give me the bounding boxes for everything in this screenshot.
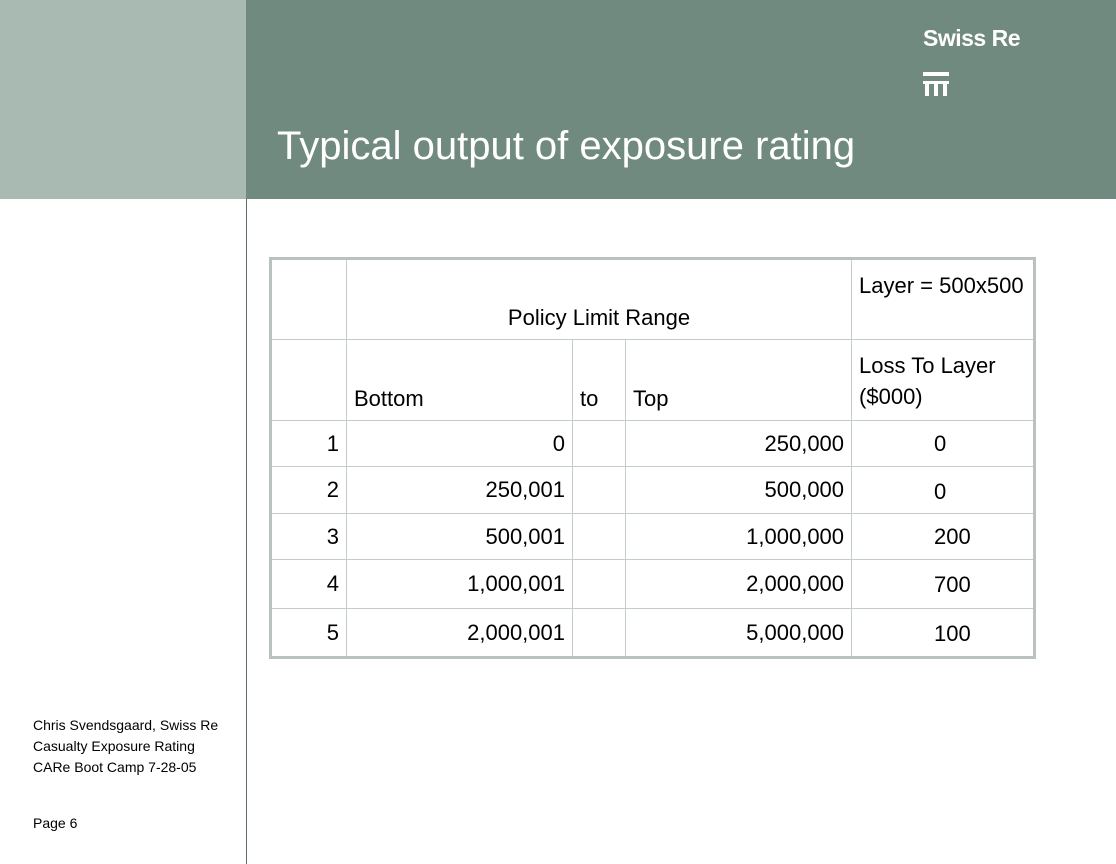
row-index: 3 xyxy=(271,514,347,560)
to-value xyxy=(573,421,626,467)
to-value xyxy=(573,609,626,658)
loss-value: 700 xyxy=(852,560,1035,609)
brand-name: Swiss Re xyxy=(923,25,1020,51)
top-header: Top xyxy=(626,340,852,421)
loss-value: 0 xyxy=(852,421,1035,467)
policy-limit-range-header: Policy Limit Range xyxy=(347,259,852,340)
loss-value: 100 xyxy=(852,609,1035,658)
to-header: to xyxy=(573,340,626,421)
footer-topic: Casualty Exposure Rating xyxy=(33,738,195,754)
to-value xyxy=(573,467,626,514)
top-value: 2,000,000 xyxy=(626,560,852,609)
header-corner-cell xyxy=(271,259,347,340)
subheader-corner-cell xyxy=(271,340,347,421)
bottom-value: 500,001 xyxy=(347,514,573,560)
row-index: 4 xyxy=(271,560,347,609)
exposure-rating-table xyxy=(269,257,1036,659)
table-header-row xyxy=(271,259,1035,340)
page-number: Page 6 xyxy=(33,815,78,831)
bottom-header: Bottom xyxy=(347,340,573,421)
loss-value: 0 xyxy=(852,467,1035,514)
bottom-value: 0 xyxy=(347,421,573,467)
top-value: 500,000 xyxy=(626,467,852,514)
footer-author: Chris Svendsgaard, Swiss Re xyxy=(33,717,219,733)
header-band-left xyxy=(0,0,246,199)
table-row xyxy=(271,421,1035,467)
top-value: 250,000 xyxy=(626,421,852,467)
row-index: 1 xyxy=(271,421,347,467)
row-index: 5 xyxy=(271,609,347,658)
loss-value: 200 xyxy=(852,514,1035,560)
top-value: 1,000,000 xyxy=(626,514,852,560)
top-value: 5,000,000 xyxy=(626,609,852,658)
to-value xyxy=(573,514,626,560)
row-index: 2 xyxy=(271,467,347,514)
table-row xyxy=(271,514,1035,560)
swiss-re-logo-icon xyxy=(923,72,949,96)
bottom-value: 1,000,001 xyxy=(347,560,573,609)
footer-event: CARe Boot Camp 7-28-05 xyxy=(33,759,197,775)
layer-header: Layer = 500x500 xyxy=(852,259,1035,340)
page-title: Typical output of exposure rating xyxy=(277,124,856,168)
table-subheader-row xyxy=(271,340,1035,421)
to-value xyxy=(573,560,626,609)
table-row xyxy=(271,609,1035,658)
footer-credits xyxy=(33,715,218,778)
bottom-value: 250,001 xyxy=(347,467,573,514)
table-row xyxy=(271,467,1035,514)
table-row xyxy=(271,560,1035,609)
bottom-value: 2,000,001 xyxy=(347,609,573,658)
vertical-divider xyxy=(246,199,247,864)
loss-to-layer-header: Loss To Layer ($000) xyxy=(852,340,1035,421)
